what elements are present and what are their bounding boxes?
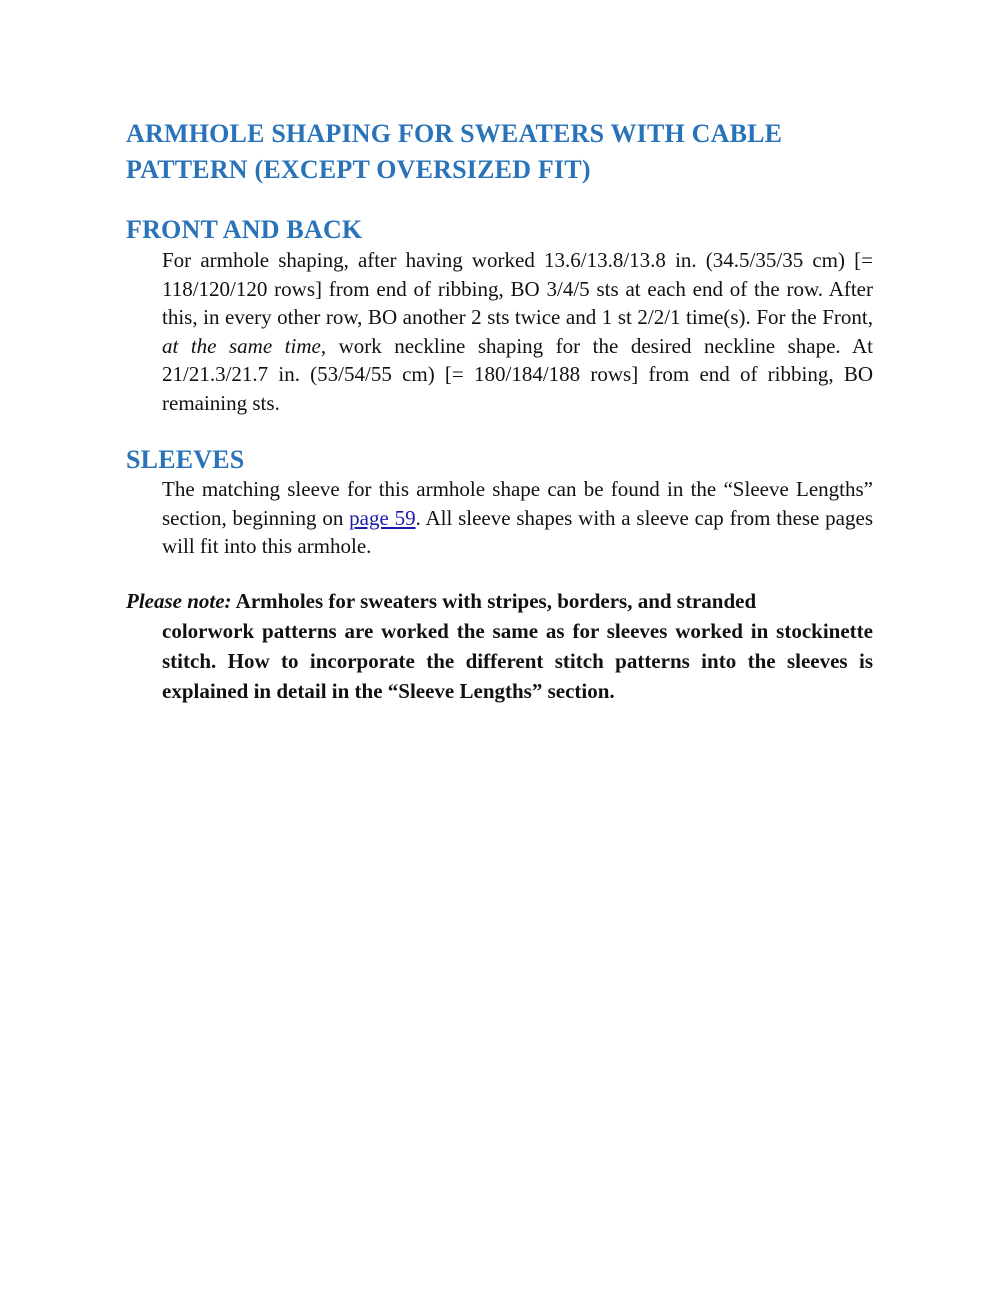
front-and-back-text-2: , work neckline shaping for the desired neckline shape. At 21/21.3/21.7 in. (53/54/55 cm) [= 180/184/188 rows] from end of ribbing, BO remaining sts.	[162, 333, 873, 415]
please-note-first-line: Armholes for sweaters with stripes, borders, and stranded	[231, 589, 757, 613]
sleeves-text-1: The matching sleeve for this armhole shape can be found in the “Sleeve Lengths” section, beginning on	[162, 477, 873, 530]
please-note-text: colorwork patterns are worked the same as for sleeves worked in stockinette stitch. How to incorporate the different stitch patterns into the sleeves is explained in detail in the “Sleeve Lengths” section.	[162, 619, 873, 703]
please-note-paragraph	[126, 586, 873, 706]
sleeves-text-2: . All sleeve shapes with a sleeve cap from these pages will fit into this armhole.	[162, 505, 873, 559]
page-59-link[interactable]: page 59	[349, 505, 416, 530]
page-title: ARMHOLE SHAPING FOR SWEATERS WITH CABLE PATTERN (EXCEPT OVERSIZED FIT)	[126, 119, 783, 184]
front-and-back-text-1: For armhole shaping, after having worked 13.6/13.8/13.8 in. (34.5/35/35 cm) [= 118/120/120 rows] from end of ribbing, BO 3/4/5 sts at each end of the row. After this, in every other row, BO another 2 sts twice and 1 st 2/2/1 time(s). For the Front,	[162, 248, 873, 330]
section-heading-front-and-back: FRONT AND BACK	[126, 215, 363, 244]
please-note-label: Please note:	[126, 589, 232, 613]
front-and-back-paragraph	[162, 246, 873, 418]
front-and-back-emphasis: at the same time	[162, 333, 321, 358]
sleeves-paragraph	[162, 475, 873, 561]
section-heading-sleeves: SLEEVES	[126, 445, 245, 474]
